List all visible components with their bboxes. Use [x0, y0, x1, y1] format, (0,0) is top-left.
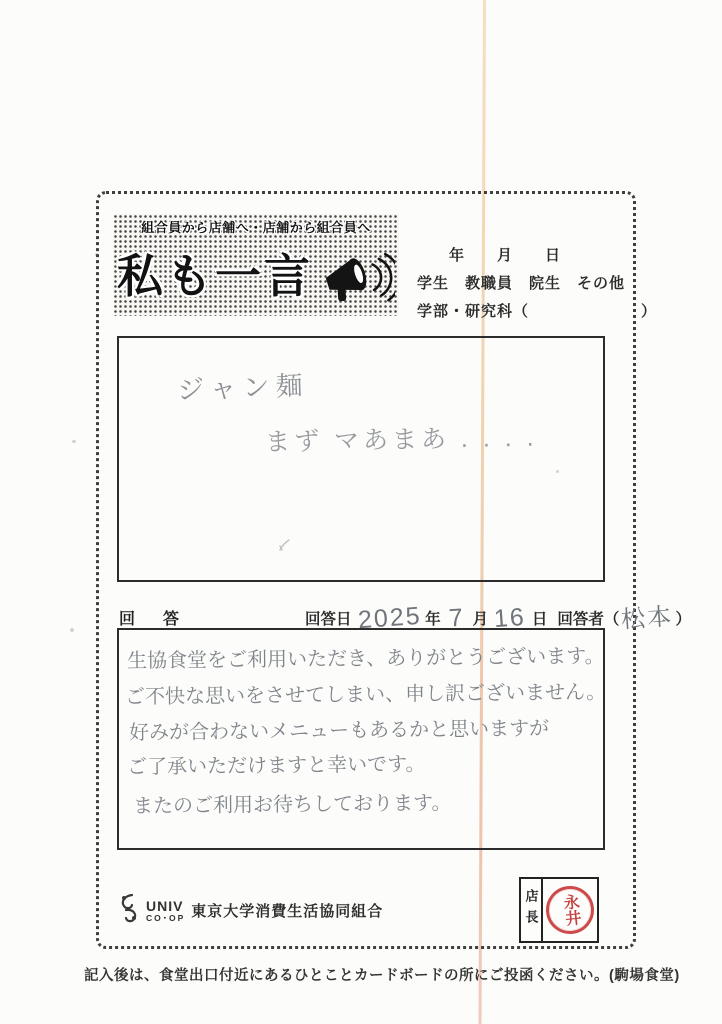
coop-acronym-block	[146, 899, 185, 923]
megaphone-icon	[315, 247, 395, 314]
answer-box	[117, 628, 605, 850]
affiliation-line: 学生 教職員 院生 その他	[417, 275, 626, 292]
answer-day-value: 16	[493, 602, 527, 634]
coop-acronym-subtext: CO･OP	[146, 912, 186, 923]
manager-seal-name: 永井	[560, 893, 581, 927]
banner-title-row	[117, 239, 395, 314]
coop-acronym: UNIV	[146, 897, 184, 914]
coop-name: 東京大学消費生活協同組合	[191, 903, 384, 920]
year-suffix: 年	[425, 611, 441, 628]
coop-logo-icon	[117, 892, 141, 929]
pencil-mark	[277, 538, 293, 557]
feedback-card	[96, 191, 691, 949]
manager-stamp-label-cell	[521, 879, 543, 941]
responder-name: 松本	[620, 603, 675, 634]
scan-speck	[70, 628, 74, 632]
bottom-note: 記入後は、食堂出口付近にあるひとことカードボードの所にご投函ください。(駒場食堂)	[84, 968, 680, 984]
scan-speck	[72, 440, 76, 443]
responder-label: 回答者（	[557, 611, 620, 628]
answer-line: ご了承いただけますと幸いです。	[126, 753, 426, 779]
answer-label: 回 答	[119, 611, 186, 628]
month-suffix: 月	[472, 611, 489, 628]
banner-subtitle: 組合員から店舗へ・店舗から組合員へ	[141, 219, 371, 235]
manager-seal-cell	[543, 879, 597, 941]
comment-handwriting-line2: まず マあまあ . . . .	[264, 423, 538, 457]
date-line: 年 月 日	[449, 247, 562, 264]
department-line: 学部・研究科（ ）	[417, 303, 658, 320]
answer-date-row	[119, 596, 691, 635]
comment-box	[117, 336, 605, 582]
answer-line: 好みが合わないメニューもあるかと思いますが	[128, 717, 550, 745]
answer-year-value: 2025	[356, 601, 423, 635]
responder-close: ）	[675, 611, 691, 628]
answer-line: またのご利用お待ちしております。	[132, 792, 452, 818]
answer-line: 生協食堂をご利用いただき、ありがとうございます。	[126, 645, 605, 673]
comment-handwriting-line1: ジャン麺	[176, 370, 310, 406]
banner	[113, 214, 399, 316]
answer-date-label: 回答日	[305, 611, 352, 628]
answer-line: ご不快な思いをさせてしまい、申し訳ございません。	[124, 681, 607, 709]
answer-month-value: 7	[447, 603, 466, 633]
manager-stamp-label: 店長	[523, 889, 539, 931]
day-suffix: 日	[531, 611, 548, 628]
banner-title: 私も一言	[117, 250, 313, 302]
manager-stamp-box	[519, 877, 599, 943]
manager-seal	[544, 884, 597, 937]
header-fields	[417, 242, 658, 326]
coop-logo-row	[117, 892, 383, 929]
